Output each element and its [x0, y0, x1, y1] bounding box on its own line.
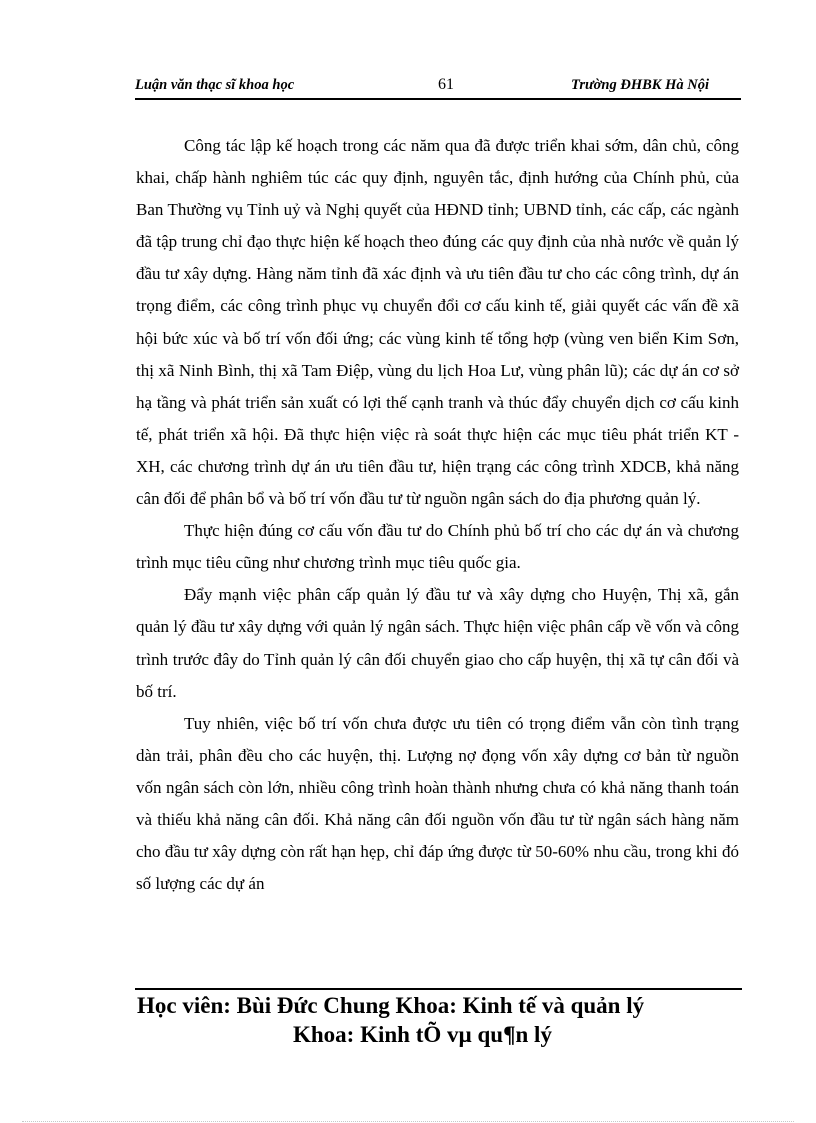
thesis-title: Luận văn thạc sĩ khoa học [135, 77, 295, 93]
university-name: Trường ĐHBK Hà Nội [571, 77, 709, 93]
page-header [135, 74, 741, 100]
footer-divider [135, 988, 742, 990]
document-body [136, 130, 739, 900]
paragraph: Công tác lập kế hoạch trong các năm qua đã được triển khai sớm, dân chủ, công khai, chấp hành nghiêm túc các quy định, nguyên tắc, định hướng của Chính phủ, của Ban Thường vụ Tỉnh uỷ và Nghị quyết của HĐND tỉnh; UBND tỉnh, các cấp, các ngành đã tập trung chỉ đạo thực hiện kế hoạch theo đúng các quy định của nhà nước về quản lý đầu tư xây dựng. Hàng năm tỉnh đã xác định và ưu tiên đầu tư cho các công trình, dự án trọng điểm, các công trình phục vụ chuyển đổi cơ cấu kinh tế, giải quyết các vấn đề xã hội bức xúc và bố trí vốn đối ứng; các vùng kinh tế tổng hợp (vùng ven biển Kim Sơn, thị xã Ninh Bình, thị xã Tam Điệp, vùng du lịch Hoa Lư, vùng phân lũ); các dự án cơ sở hạ tầng và phát triển sản xuất có lợi thế cạnh tranh và thúc đẩy chuyển dịch cơ cấu kinh tế, phát triển xã hội. Đã thực hiện việc rà soát thực hiện các mục tiêu phát triển KT - XH, các chương trình dự án ưu tiên đầu tư, hiện trạng các công trình XDCB, khả năng cân đối để phân bổ và bố trí vốn đầu tư từ nguồn ngân sách do địa phương quản lý. [136, 136, 739, 509]
footer-student-line: Học viên: Bùi Đức Chung Khoa: Kinh tế và quản lý [137, 993, 645, 1018]
page-bottom-border [22, 1121, 794, 1122]
paragraph: Tuy nhiên, việc bố trí vốn chưa được ưu tiên có trọng điểm vẫn còn tình trạng dàn trải, phân đều cho các huyện, thị. Lượng nợ đọng vốn xây dựng cơ bản từ nguồn vốn ngân sách còn lớn, nhiều công trình hoàn thành nhưng chưa có khả năng thanh toán và thiếu khả năng cân đối. Khả năng cân đối nguồn vốn đầu tư từ ngân sách hàng năm cho đầu tư xây dựng còn rất hạn hẹp, chỉ đáp ứng được từ 50-60% nhu cầu, trong khi đó số lượng các dự án [136, 713, 739, 894]
paragraph: Thực hiện đúng cơ cấu vốn đầu tư do Chính phủ bố trí cho các dự án và chương trình mục tiêu cũng như chương trình mục tiêu quốc gia. [136, 521, 739, 573]
paragraph: Đẩy mạnh việc phân cấp quản lý đầu tư và xây dựng cho Huyện, Thị xã, gắn quản lý đầu tư xây dựng với quản lý ngân sách. Thực hiện việc phân cấp về vốn và công trình trước đây do Tỉnh quản lý cân đối chuyển giao cho cấp huyện, thị xã tự cân đối và bố trí. [136, 585, 739, 701]
page-number: 61 [438, 76, 454, 93]
footer-faculty-line: Khoa: Kinh tÕ vµ qu¶n lý [293, 1022, 552, 1047]
